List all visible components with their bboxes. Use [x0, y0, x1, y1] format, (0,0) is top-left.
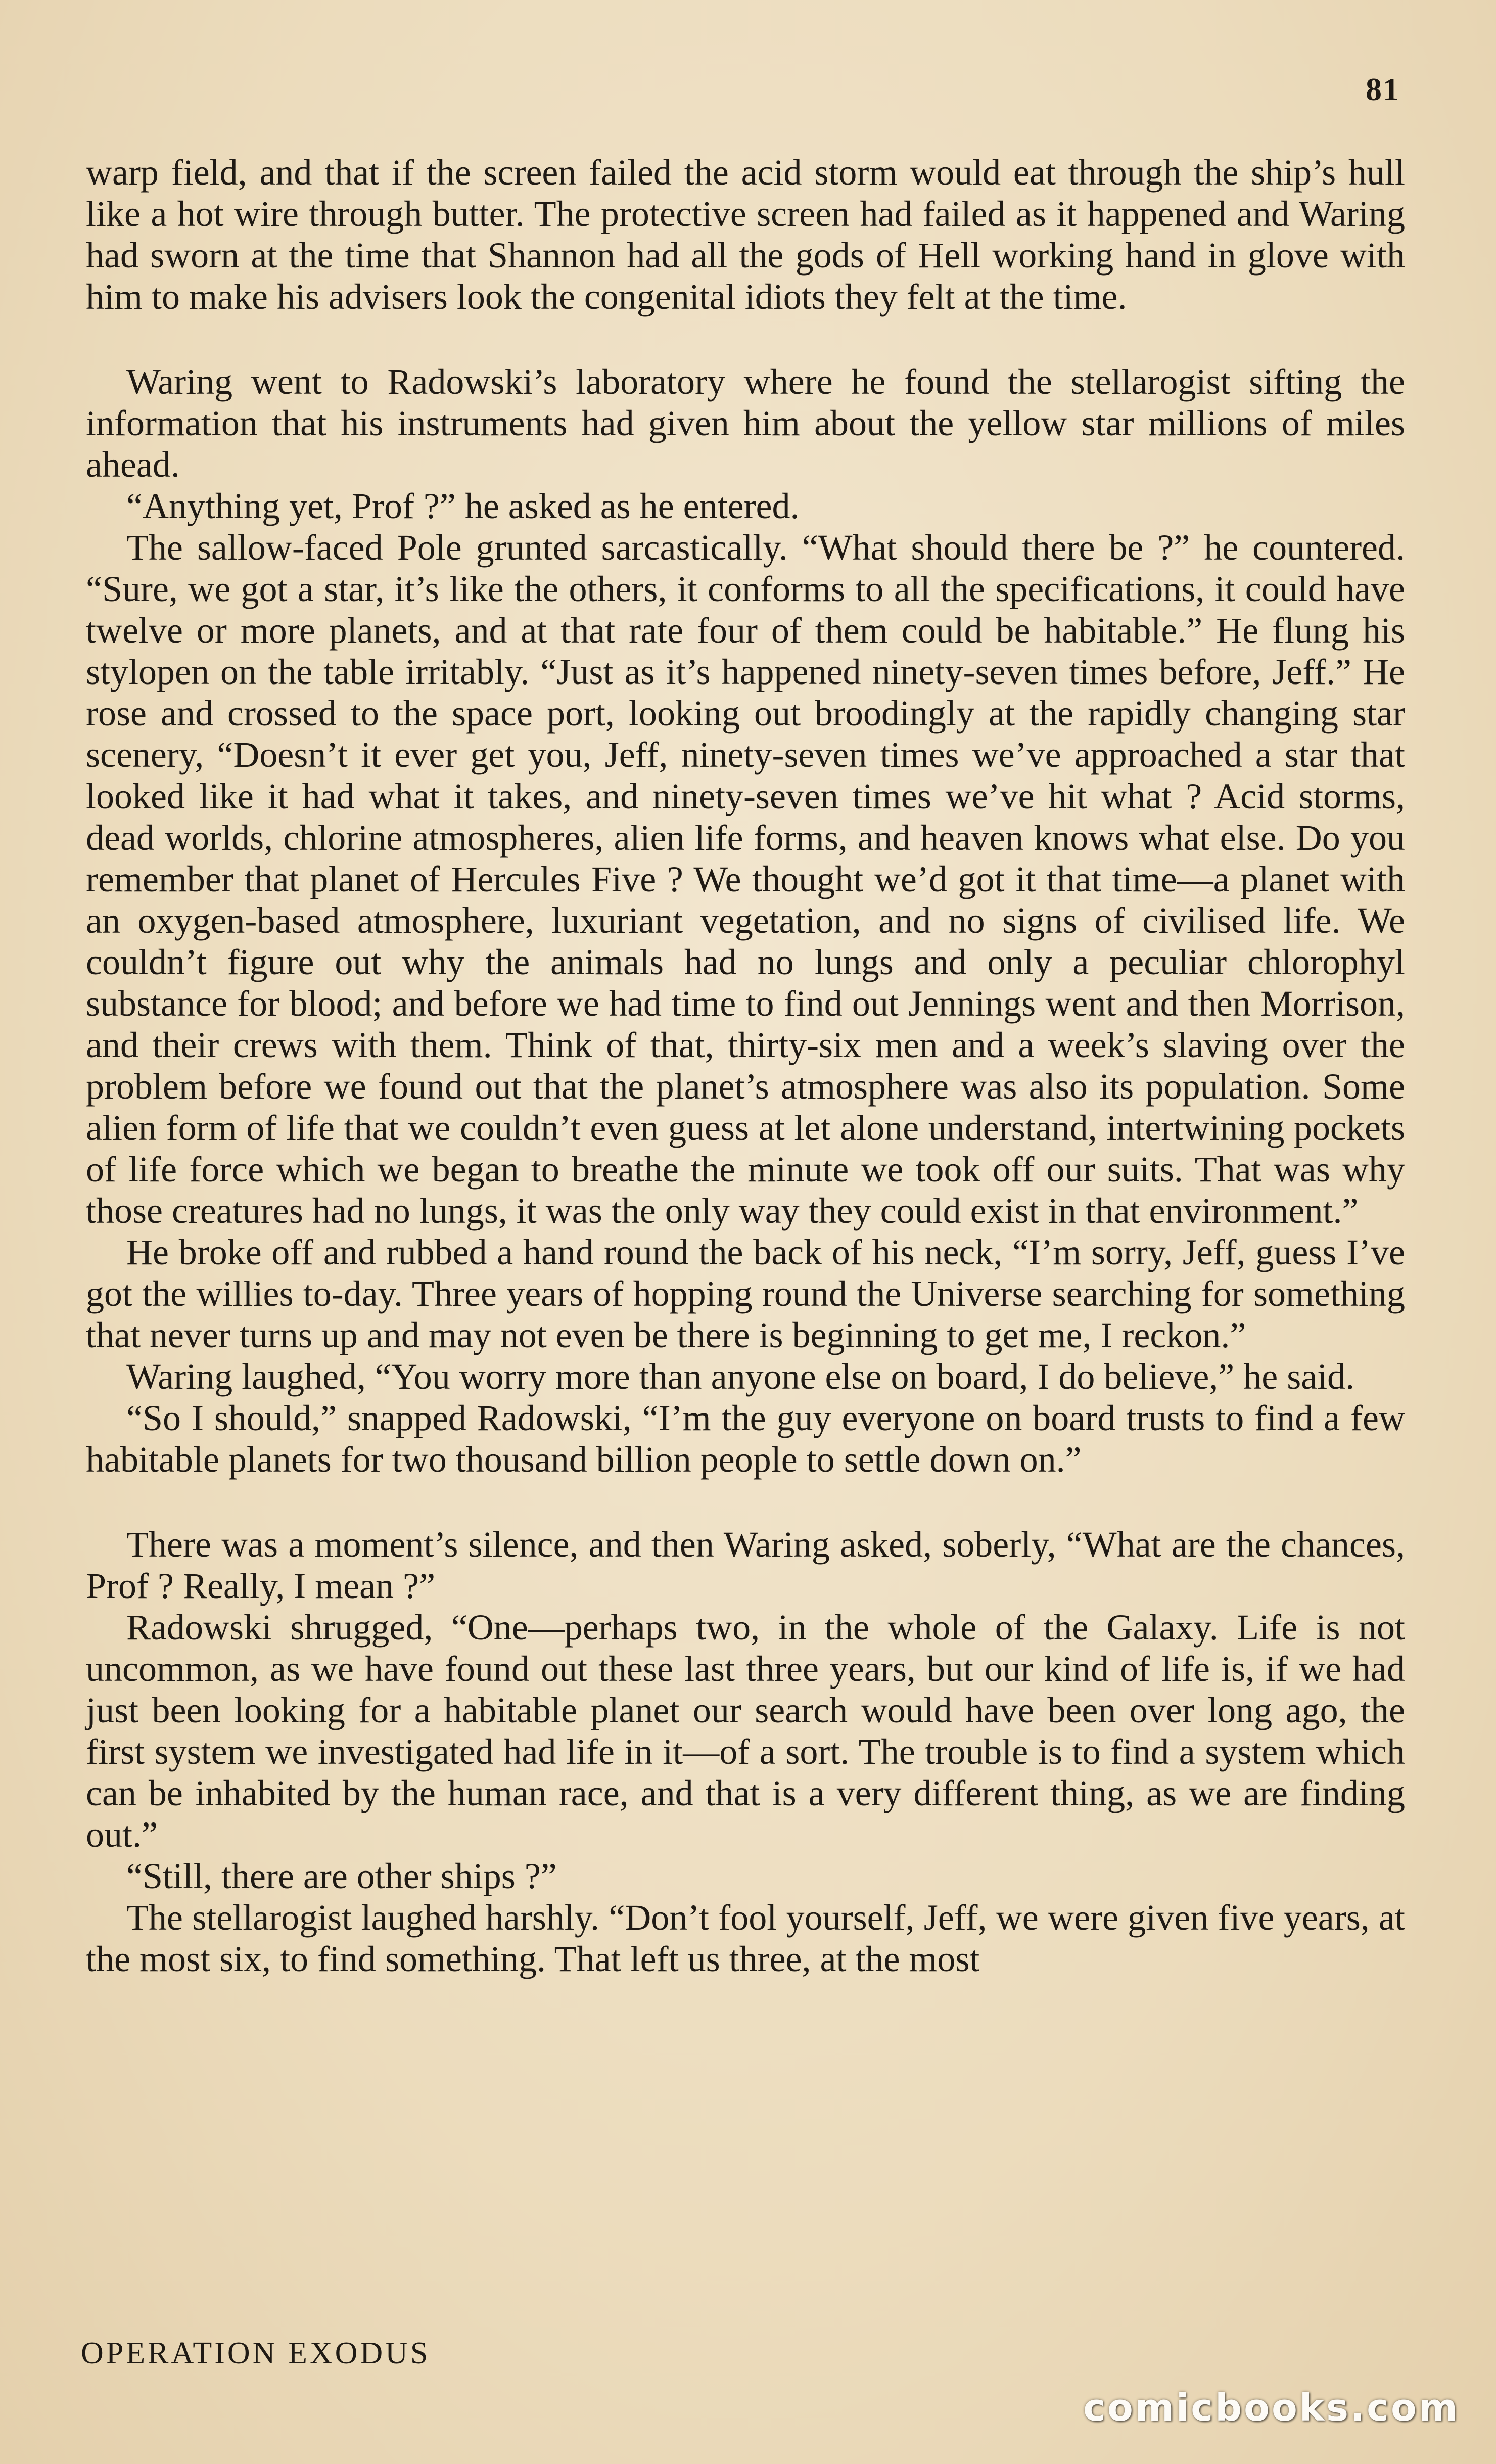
paragraph: The sallow-faced Pole grunted sarcastically. “What should there be ?” he countered. “Sure, we got a star, it’s like the others, it conforms to all the specifications, it could have twelve or more planets, and at that rate four of them could be habitable.” He flung his stylopen on the table irritably. “Just as it’s happened ninety-seven times before, Jeff.” He rose and crossed to the space port, looking out broodingly at the rapidly changing star scenery, “Doesn’t it ever get you, Jeff, ninety-seven times we’ve approached a star that looked like it had what it takes, and ninety-seven times we’ve hit what ? Acid storms, dead worlds, chlorine atmospheres, alien life forms, and heaven knows what else. Do you remember that planet of Hercules Five ? We thought we’d got it that time—a planet with an oxygen-based atmosphere, luxuriant vegetation, and no signs of civilised life. We couldn’t figure out why the animals had no lungs and only a peculiar chlorophyl substance for blood; and before we had time to find out Jennings went and then Morrison, and their crews with them. Think of that, thirty-six men and a week’s slaving over the problem before we found out that the planet’s atmosphere was also its population. Some alien form of life that we couldn’t even guess at let alone understand, intertwining pockets of life force which we began to breathe the minute we took off our suits. That was why those creatures had no lungs, it was the only way they could exist in that environment.”: [86, 527, 1405, 1231]
watermark-text: comicbooks.com: [1083, 2386, 1460, 2430]
paragraph: Radowski shrugged, “One—perhaps two, in the whole of the Galaxy. Life is not uncommon, as we have found out these last three years, but our kind of life is, if we had just been looking for a habitable planet our search would have been over long ago, the first system we investigated had life in it—of a sort. The trouble is to find a system which can be inhabited by the human race, and that is a very different thing, as we are finding out.”: [86, 1607, 1405, 1855]
paragraph: “Still, there are other ships ?”: [126, 1856, 557, 1896]
page-number: 81: [1366, 71, 1400, 107]
section-break: [86, 1480, 1405, 1524]
section-break: [86, 317, 1405, 361]
paragraph: “Anything yet, Prof ?” he asked as he entered.: [126, 486, 800, 526]
paragraph: He broke off and rubbed a hand round the back of his neck, “I’m sorry, Jeff, guess I’ve got the willies to-day. Three years of hopping round the Universe searching for something that never turns up and may not even be there is beginning to get me, I reckon.”: [86, 1232, 1405, 1355]
paragraph: “So I should,” snapped Radowski, “I’m the guy everyone on board trusts to find a few habitable planets for two thousand billion people to settle down on.”: [86, 1398, 1405, 1480]
body-text: [86, 152, 1405, 1980]
paragraph: Waring went to Radowski’s laboratory where he found the stellarogist sifting the information that his instruments had given him about the yellow star millions of miles ahead.: [86, 361, 1405, 485]
paragraph: warp field, and that if the screen failed the acid storm would eat through the ship’s hull like a hot wire through butter. The protective screen had failed as it happened and Waring had sworn at the time that Shannon had all the gods of Hell working hand in glove with him to make his advisers look the congenital idiots they felt at the time.: [86, 152, 1405, 317]
running-footer-title: OPERATION EXODUS: [81, 2336, 431, 2370]
paragraph: The stellarogist laughed harshly. “Don’t fool yourself, Jeff, we were given five years, at the most six, to find something. That left us three, at the most: [86, 1897, 1405, 1979]
paragraph: Waring laughed, “You worry more than anyone else on board, I do believe,” he said.: [126, 1356, 1355, 1397]
paragraph: There was a moment’s silence, and then Waring asked, soberly, “What are the chances, Prof ? Really, I mean ?”: [86, 1524, 1405, 1606]
